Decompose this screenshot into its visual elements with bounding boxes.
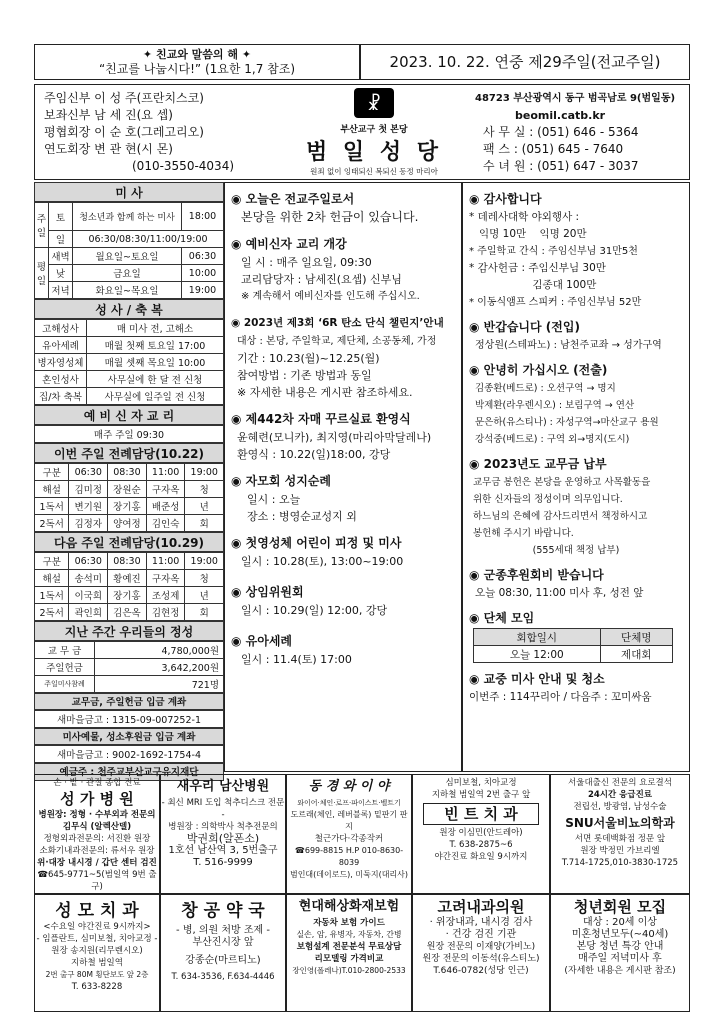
ad-line: T. 516-9999 <box>193 857 253 868</box>
cell: 조성제 <box>146 587 185 604</box>
notice <box>469 189 683 311</box>
notice-line: 대상 : 본당, 주일학교, 제단체, 소공동체, 가정 <box>237 336 437 347</box>
cell: 월요일~토요일 <box>73 248 182 265</box>
svg-text:☧: ☧ <box>366 94 382 115</box>
ad-line: 위·대장 내시경 / 갑단 센터 검진 <box>37 858 157 868</box>
mass-title: 미 사 <box>34 182 224 202</box>
ad-line: ☎645-9771~5(범일역 9번 출구) <box>37 870 157 892</box>
ad-box <box>34 774 160 894</box>
notice <box>231 234 455 305</box>
cell: 구자옥 <box>146 570 185 587</box>
cell: 구자옥 <box>146 481 185 498</box>
notice-line: 본당을 위한 2차 헌금이 있습니다. <box>241 210 419 224</box>
cell: 김인숙 <box>146 515 185 532</box>
cell: 변기원 <box>69 498 108 515</box>
ad-line: 김무식 (알렉산델) <box>62 822 132 832</box>
cell: 유아세례 <box>35 337 87 354</box>
cell: 18:00 <box>182 203 224 231</box>
ad-line: - 임플란트, 심미보철, 치아교정 - <box>36 934 158 944</box>
ad-title: 빈 트 치 과 <box>423 803 539 825</box>
ad-line: 서울대출신 전문의 요로결석 <box>568 778 672 788</box>
ad-line: 전립선, 방광염, 남성수술 <box>573 802 667 812</box>
cell: 청 <box>185 570 224 587</box>
cell: 19:00 <box>185 464 224 481</box>
ad-line: 24시간 응급진료 <box>587 790 653 800</box>
staff-line: 보좌신부 남 세 진(요 셉) <box>44 108 173 122</box>
meeting-table <box>473 628 673 663</box>
notice-heading: ◉ 유아세례 <box>231 634 293 648</box>
cell: 721명 <box>95 676 224 693</box>
notice-line: 일시 : 11.4(토) 17:00 <box>241 653 352 666</box>
cell: 저녁 <box>49 282 73 299</box>
cell: 송석미 <box>69 570 108 587</box>
notice <box>231 471 455 525</box>
staff-line: 평협회장 이 순 호(그레고리오) <box>44 125 204 139</box>
logo-name: 범 일 성 당 <box>306 139 442 165</box>
cell: 배준성 <box>146 498 185 515</box>
cell: 08:30 <box>108 553 147 570</box>
ad-line: 정형외과전문의: 서진환 원장 <box>43 834 151 844</box>
ad-box <box>286 774 412 894</box>
notice-line: 교리담당자 : 남세진(요셉) 신부님 <box>241 273 402 286</box>
cell: 06:30/08:30/11:00/19:00 <box>73 231 224 248</box>
cell: 11:00 <box>146 553 185 570</box>
notice-line: ※ 계속해서 예비신자를 인도해 주십시오. <box>241 291 420 302</box>
cell: 3,642,200원 <box>95 659 224 676</box>
cell: 교 무 금 <box>35 642 95 659</box>
ad-line: 지하철 범일역 2번 출구 앞 <box>431 790 531 800</box>
notice-heading: ◉ 오늘은 전교주일로서 <box>231 192 355 206</box>
notice <box>231 631 455 668</box>
offering-title: 지난 주간 우리들의 정성 <box>34 621 224 641</box>
middle-column <box>224 182 462 772</box>
ad-line: 장인영(폴레나)T.010-2800-2533 <box>292 966 406 975</box>
notice-line: * 데레사대학 야외행사 : <box>469 211 580 223</box>
notice-line: 봉헌해 주시기 바랍니다. <box>473 528 574 539</box>
cell: 단체명 <box>600 629 672 646</box>
ad-line: 원장 송지원(리무렌시오) <box>51 946 143 956</box>
cell: 일 <box>49 231 73 248</box>
ad-line: T.646-0782(성당 인근) <box>433 966 529 976</box>
ad-line: 부산진시장 앞 <box>192 937 254 948</box>
staff-line: 연도회장 변 관 현(시 몬) <box>44 142 173 156</box>
cell: 고해성사 <box>35 320 87 337</box>
ad-line: 야간진료 화요일 9시까지 <box>434 852 528 862</box>
notice <box>469 317 683 354</box>
cell: 사무실에 한 달 전 신청 <box>87 371 224 388</box>
ad-line: 1호선 남산역 3, 5번출구 <box>168 845 278 856</box>
ad-line: 손 · 밭 · 관절 종합 진료 <box>53 778 141 788</box>
notice-line: 문은하(유스티나) : 자성구역→마산교구 용원 <box>475 417 659 428</box>
next-week-table <box>34 552 224 621</box>
cell: 사무실에 일주일 전 신청 <box>87 388 224 405</box>
ad-title: 새우리 남산병원 <box>176 779 270 794</box>
ad-box <box>550 774 690 894</box>
notice-line: ※ 자세한 내용은 게시판 참조하세요. <box>237 386 413 399</box>
ad-line: 본당 청년 특강 안내 <box>576 941 664 952</box>
cell: 06:30 <box>182 248 224 265</box>
this-week-table <box>34 463 224 532</box>
nuns-phone: 수 녀 원 : (051) 647 - 3037 <box>483 159 639 173</box>
notice-heading: ◉ 단체 모임 <box>469 611 535 625</box>
ad-line: (자세한 내용은 게시판 참조) <box>564 966 676 976</box>
cell: 10:00 <box>182 265 224 282</box>
staff-list <box>44 90 234 175</box>
notice <box>469 608 683 663</box>
cell: 이국희 <box>69 587 108 604</box>
ad-line: 와이어·체인·로프·파이스트·벨트기 <box>297 799 401 807</box>
ad-box <box>34 894 160 1012</box>
notice <box>231 533 455 570</box>
offering-table <box>34 641 224 693</box>
notice-line: * 이동식앰프 스피커 : 주임신부님 52만 <box>469 297 642 308</box>
notice-line: 위한 신자들의 정성이며 의무입니다. <box>473 494 623 505</box>
notice-line: 환영식 : 10.22(일)18:00, 강당 <box>237 448 391 461</box>
cell: 집/차 축복 <box>35 388 87 405</box>
notice-line: 오늘 08:30, 11:00 미사 후, 성전 앞 <box>475 587 644 599</box>
staff-line: 주임신부 이 성 주(프란치스코) <box>44 91 204 105</box>
ad-line: 리모델링 가격비교 <box>314 954 384 964</box>
cell: 낮 <box>49 265 73 282</box>
notice-heading: ◉ 2023년도 교무금 납부 <box>469 457 607 471</box>
office-phone: 사 무 실 : (051) 646 - 5364 <box>483 125 639 139</box>
ad-line: ☎699-8815 H.P 010-8630-8039 <box>294 846 404 867</box>
cell: 년 <box>185 498 224 515</box>
ad-line: 대상 : 20세 이상 <box>583 917 657 928</box>
cell: 주일미사참례 <box>35 676 95 693</box>
cell: 매월 셋째 목요일 10:00 <box>87 354 224 371</box>
notice-line: 일시 : 오늘 <box>247 493 301 506</box>
notice-line: 강석중(베드로) : 구역 외→명지(도시) <box>475 434 630 445</box>
website: beomil.catb.kr <box>515 109 606 122</box>
motto-text: “친교를 나눕시다!” (1요한 1,7 참조) <box>98 62 296 76</box>
ad-line: · 위장내과, 내시경 검사 <box>429 917 533 928</box>
cell: 토 <box>49 203 73 231</box>
notice-line: 기간 : 10.23(월)~12.25(월) <box>237 352 380 365</box>
notice <box>231 582 455 619</box>
ad-line: 병원장: 정형 · 수부외과 전문의 <box>38 810 156 820</box>
ad-line: 원장 이심민(안드레아) <box>439 828 523 838</box>
cell: 김정자 <box>69 515 108 532</box>
account-label: 미사예물, 성소후원금 입금 계좌 <box>34 728 224 745</box>
cell: 청 <box>185 481 224 498</box>
notice-line: 김종대 100만 <box>469 279 597 291</box>
cell: 해설 <box>35 570 69 587</box>
cell: 김미정 <box>69 481 108 498</box>
ad-box <box>550 894 690 1012</box>
ad-line: 박권희(알폰소) <box>186 832 260 845</box>
ad-title: 현대해상화재보험 <box>298 899 400 914</box>
sacrament-table <box>34 319 224 405</box>
cell: 장원순 <box>108 481 147 498</box>
cell: 구분 <box>35 464 69 481</box>
notice-heading: ◉ 안녕히 가십시오 (전출) <box>469 363 608 377</box>
logo-tagline: 원죄 없이 잉태되신 복되신 동정 마리아 <box>310 167 438 176</box>
ad-box <box>160 894 286 1012</box>
ad-line: 철근가다·각종작커 <box>314 834 384 844</box>
this-week-title: 이번 주일 전례담당(10.22) <box>34 443 224 463</box>
ad-line: 강종순(마르티노) <box>185 955 261 966</box>
ad-line: 미혼청년모두(~40세) <box>571 929 669 940</box>
ad-line: 범인대(데이로드), 미둑지(대리사) <box>289 870 409 879</box>
ad-line: 소화기내과전문의: 류서우 원장 <box>39 846 155 856</box>
cell: 김현정 <box>146 604 185 621</box>
cell: 혼인성사 <box>35 371 87 388</box>
notice-heading: ◉ 감사합니다 <box>469 192 542 206</box>
ad-title: 창 공 약 국 <box>181 901 265 921</box>
account-holder: 예금주 : 천주교부산교구유지재단 <box>34 763 224 781</box>
sacrament-title: 성 사 / 축 복 <box>34 299 224 319</box>
ad-line: T.714-1725,010-3830-1725 <box>561 858 679 868</box>
account-label: 교무금, 주일헌금 입금 계좌 <box>34 693 224 710</box>
catechumen-title: 예 비 신 자 교 리 <box>34 405 224 425</box>
cell: 1독서 <box>35 587 69 604</box>
address: 48723 부산광역시 동구 범곡남로 9(범일동) <box>475 93 676 104</box>
ad-line: - 병, 의원 처방 조제 - <box>176 925 270 936</box>
cell: 년 <box>185 587 224 604</box>
left-column <box>34 182 224 778</box>
cell: 19:00 <box>182 282 224 299</box>
cell: 06:30 <box>69 464 108 481</box>
ad-line: T. 638-2875~6 <box>449 840 513 850</box>
ad-box <box>412 774 550 894</box>
notice-heading: ◉ 군종후원회비 받습니다 <box>469 568 604 582</box>
notice <box>231 409 455 463</box>
cell: 양여정 <box>108 515 147 532</box>
fax: 팩 스 : (051) 645 - 7640 <box>483 142 624 156</box>
cell: 매월 첫째 토요일 17:00 <box>87 337 224 354</box>
cell: 새벽 <box>49 248 73 265</box>
motto-box <box>34 44 360 80</box>
ad-line: 원장 전문의 이동석(유스티노) <box>422 954 540 964</box>
notice <box>469 454 683 559</box>
ad-title: 동 경 와 이 야 <box>308 779 390 794</box>
cell: 08:30 <box>108 464 147 481</box>
cell: 청소년과 함께 하는 미사 <box>73 203 182 231</box>
notice-heading: ◉ 교중 미사 안내 및 청소 <box>469 672 605 686</box>
mass-table <box>34 202 224 299</box>
next-week-title: 다음 주일 전례담당(10.29) <box>34 532 224 552</box>
cell: 제대회 <box>600 646 672 663</box>
ad-line: · 건강 검진 기관 <box>445 929 517 940</box>
cell: 곽인희 <box>69 604 108 621</box>
ad-line: 병원장 : 의학박사 척추전문의 <box>168 822 278 832</box>
notice-heading: ◉ 첫영성체 어린이 피정 및 미사 <box>231 536 402 550</box>
cell: 장기홍 <box>108 498 147 515</box>
account-value: 새마을금고 : 1315-09-007252-1 <box>35 711 224 728</box>
ad-title: 고려내과의원 <box>437 898 525 916</box>
cell: 해설 <box>35 481 69 498</box>
notice-line: * 감사헌금 : 주임신부님 30만 <box>469 262 606 274</box>
contact-block <box>475 90 675 175</box>
cell: 금요일 <box>73 265 182 282</box>
notice-line: 일시 : 10.29(일) 12:00, 강당 <box>241 604 388 617</box>
cell: 2독서 <box>35 515 69 532</box>
cell: 김은옥 <box>108 604 147 621</box>
ad-line: T. 633-8228 <box>71 982 123 992</box>
ad-title: 청년회원 모집 <box>573 898 667 916</box>
cell: 1독서 <box>35 498 69 515</box>
cell: 2독서 <box>35 604 69 621</box>
cell: 회 <box>185 604 224 621</box>
ad-box <box>286 894 412 1012</box>
cell: 화요일~목요일 <box>73 282 182 299</box>
chi-rho-icon <box>354 88 394 118</box>
ad-line: 보험설계 전문분석 무료상담 <box>296 942 402 952</box>
ad-box <box>412 894 550 1012</box>
cell: 매 미사 전, 고해소 <box>87 320 224 337</box>
cell: 회합일시 <box>474 629 601 646</box>
logo-sub: 부산교구 첫 본당 <box>340 125 408 135</box>
notice-heading: ◉ 반갑습니다 (전입) <box>469 320 580 334</box>
ad-title: 성 가 병 원 <box>60 790 134 808</box>
notice-line: 하느님의 은혜에 감사드리면서 책정하시고 <box>473 511 648 522</box>
notice-line: 교무금 봉헌은 본당을 운영하고 사목활동을 <box>473 477 651 488</box>
ad-line: 매주일 저녁미사 후 <box>578 953 662 964</box>
notice-line: 장소 : 병영순교성지 외 <box>247 510 357 523</box>
cell: 황예진 <box>108 570 147 587</box>
notice-heading: ◉ 상임위원회 <box>231 585 304 599</box>
ad-line: T. 634-3536, F.634-4446 <box>171 972 275 982</box>
ad-line: 실손, 암, 유병자, 자동차, 간병 <box>296 930 402 939</box>
cell: 구분 <box>35 553 69 570</box>
notice-line: 일 시 : 매주 일요일, 09:30 <box>241 256 372 269</box>
ad-line: 2번 출구 80M 횡단보도 앞 2층 <box>45 970 149 979</box>
right-column <box>462 182 690 772</box>
notice-line: 참여방법 : 기존 방법과 동일 <box>237 369 372 382</box>
cell: 4,780,000원 <box>95 642 224 659</box>
notice <box>231 189 455 226</box>
catechumen-time: 매주 주일 09:30 <box>35 426 224 443</box>
ad-line: 심미보철, 치아교정 <box>445 778 517 788</box>
notice-line: 윤혜련(모니카), 최지영(마리아막달레나) <box>237 431 432 444</box>
cell: 평일 <box>35 248 49 299</box>
ad-line: 원장 박정민 가브리엘 <box>580 846 660 856</box>
cell: 주일 <box>35 203 49 248</box>
cell: 주일헌금 <box>35 659 95 676</box>
cell: 병자영성체 <box>35 354 87 371</box>
motto-title: ✦ 친교와 말씀의 해 ✦ <box>142 48 252 61</box>
notice-line: (555세대 책정 납부) <box>532 545 620 556</box>
notice-heading: ◉ 예비신자 교리 개강 <box>231 237 347 251</box>
notice-line: 정상원(스테파노) : 남천주교좌 → 성가구역 <box>475 340 662 351</box>
notice <box>231 313 455 401</box>
ad-line: 자동차 보험 가이드 <box>313 918 385 928</box>
ad-line: 서면 롯데백화점 정문 앞 <box>574 834 666 844</box>
parish-logo <box>300 88 448 180</box>
notice-heading: ◉ 자모회 성지순례 <box>231 474 331 488</box>
date-box <box>360 44 690 80</box>
notice-line: 박제환(라우렌시오) : 보림구역 → 연산 <box>475 400 635 411</box>
ad-title: 성 모 치 과 <box>55 901 139 921</box>
ad-line: 도르래(체인, 레버블록) 밑판기 판지 <box>290 810 408 831</box>
cell: 11:00 <box>146 464 185 481</box>
notice <box>469 360 683 448</box>
ad-line: - 최신 MRI 도입 척추디스크 전문 - <box>161 798 285 820</box>
notice <box>469 669 683 706</box>
notice-line: 익명 10만 익명 20만 <box>469 228 587 240</box>
ad-title: SNU서울비뇨의학과 <box>565 816 675 830</box>
cell: 오늘 12:00 <box>474 646 601 663</box>
cell: 회 <box>185 515 224 532</box>
cell: 19:00 <box>185 553 224 570</box>
ad-line: 지하철 범일역 <box>71 958 123 968</box>
date-text: 2023. 10. 22. 연중 제29주일(전교주일) <box>389 53 661 71</box>
notice-line: * 주일학교 간식 : 주임신부님 31만5천 <box>469 246 638 257</box>
ad-box <box>160 774 286 894</box>
cell: 06:30 <box>69 553 108 570</box>
notice-line: 일시 : 10.28(토), 13:00~19:00 <box>241 555 404 568</box>
notice-line: 이번주 : 114꾸리아 / 다음주 : 꼬미싸움 <box>469 691 652 703</box>
notice-heading: ◉ 2023년 제3회 ‘6R 탄소 단식 챌린지’안내 <box>231 317 444 329</box>
notice-heading: ◉ 제442차 자매 꾸르실료 환영식 <box>231 412 411 426</box>
ad-line: <수요일 야간진료 9시까지> <box>43 922 151 932</box>
notice <box>469 565 683 602</box>
cell: 장기홍 <box>108 587 147 604</box>
staff-line: (010-3550-4034) <box>132 159 235 173</box>
account-value: 새마을금고 : 9002-1692-1754-4 <box>35 746 224 763</box>
notice-line: 김종환(베드로) : 오션구역 → 명지 <box>475 383 616 394</box>
ad-line: 원장 전문의 이재양(가비노) <box>426 942 536 952</box>
